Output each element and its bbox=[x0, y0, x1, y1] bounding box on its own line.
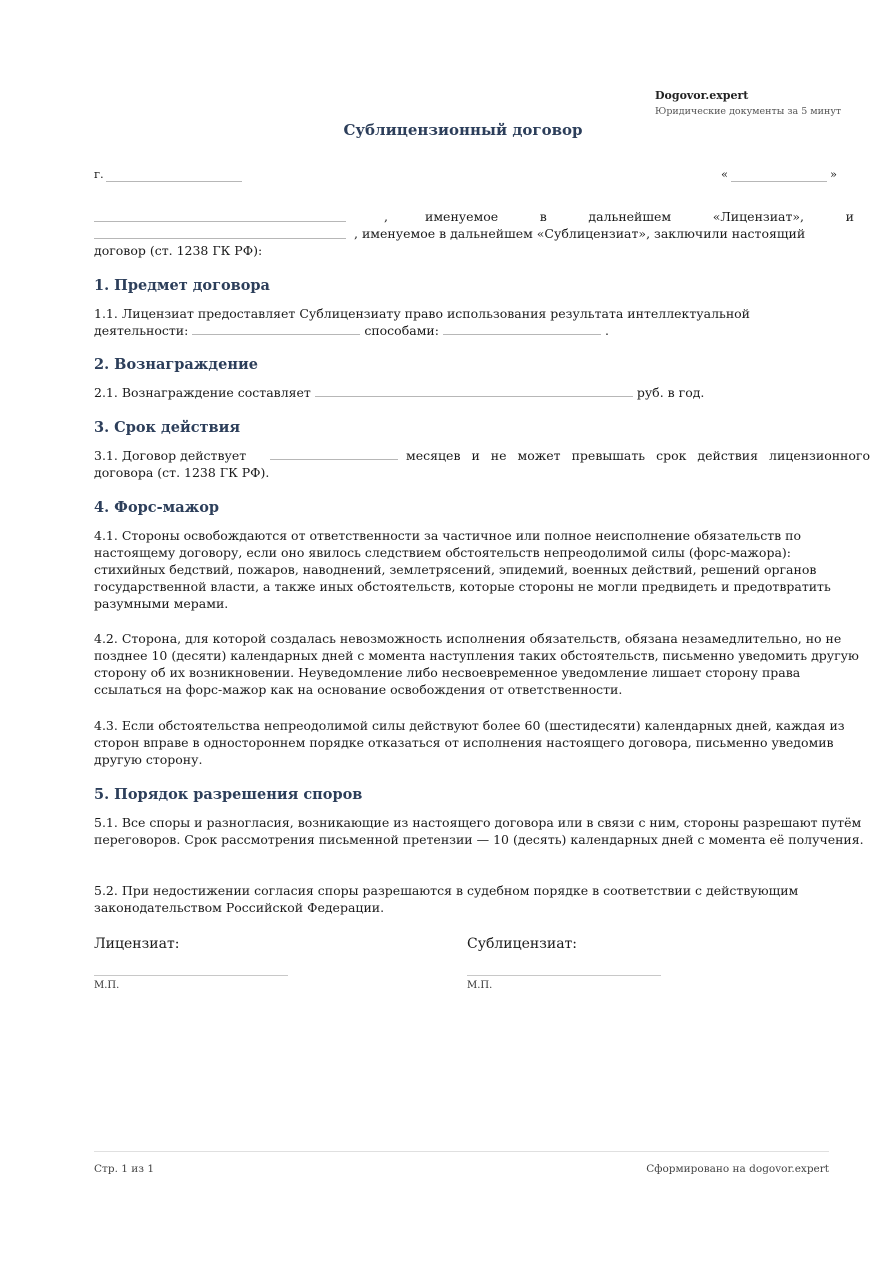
clause-4-3: 4.3. Если обстоятельства непреодолимой силы действуют более 60 (шестидесяти) календарных дней, каждая из сторон вправе в одностороннем порядке отказаться от исполнения настоящего договора, письменно уведомив другую сторону. bbox=[94, 718, 845, 767]
clause-1-1-line-1: 1.1. Лицензиат предоставляет Сублицензиату право использования результата интеллектуальной bbox=[94, 306, 751, 321]
parties-word: «Лицензиат», bbox=[712, 209, 805, 224]
city-date-row bbox=[94, 166, 836, 184]
clause-3-1-rest: месяцев и не может превышать срок действия лицензионного bbox=[406, 448, 870, 463]
fee-blank bbox=[315, 385, 633, 397]
section-heading-3: 3. Срок действия bbox=[94, 419, 241, 436]
clause-4-1: 4.1. Стороны освобождаются от ответственности за частичное или полное неисполнение обязательств по настоящему договору, если оно явилось следствием обстоятельств непреодолимой силы (форс-мажора): стихийных бедствий, пожаров, наводнений, землетрясений, эпидемий, военных действий, решений органов государственной власти, а также иных обстоятельств, которые стороны не могли предвидеть и предотвратить разумными мерами. bbox=[94, 528, 831, 611]
clause-2-1-unit: руб. в год. bbox=[636, 385, 705, 400]
date-open-quote: « bbox=[721, 167, 729, 181]
parties-word: в bbox=[539, 209, 547, 224]
city-label: г. bbox=[94, 167, 104, 181]
sublicensee-signature-line bbox=[467, 975, 661, 976]
clause-3-1-start bbox=[94, 447, 260, 464]
clause-3-1 bbox=[94, 447, 870, 481]
page-number: Стр. 1 из 1 bbox=[94, 1163, 155, 1175]
licensor-stamp-label: М.П. bbox=[94, 980, 120, 991]
parties-paragraph bbox=[94, 208, 854, 259]
clause-3-1-line-2: договора (ст. 1238 ГК РФ). bbox=[94, 465, 270, 480]
clause-1-1 bbox=[94, 305, 870, 339]
licensor-signature-label: Лицензиат: bbox=[94, 936, 180, 952]
parties-word: именуемое bbox=[425, 209, 499, 224]
brand-name: Dogovor.expert bbox=[655, 89, 749, 102]
clause-5-2: 5.2. При недостижении согласия споры разрешаются в судебном порядке в соответствии с действующим законодательством Российской Федерации. bbox=[94, 883, 799, 915]
section-heading-5: 5. Порядок разрешения споров bbox=[94, 786, 363, 803]
document-title: Сублицензионный договор bbox=[343, 121, 583, 139]
clause-1-1-end: . bbox=[604, 323, 609, 338]
methods-blank bbox=[443, 323, 601, 335]
section-heading-4: 4. Форс-мажор bbox=[94, 499, 220, 516]
sublicensee-blank bbox=[94, 226, 346, 239]
footer-generated: Сформировано на dogovor.expert bbox=[646, 1163, 829, 1175]
sublicensee-stamp-label: М.П. bbox=[467, 980, 493, 991]
clause-4-2: 4.2. Сторона, для которой создалась невозможность исполнения обязательств, обязана незамедлительно, но не позднее 10 (десяти) календарных дней с момента наступления таких обстоятельств, письменно уведомить другую сторону об их возникновении. Неуведомление либо несвоевременное уведомление лишает сторону права ссылаться на форс-мажор как на основание освобождения от ответственности. bbox=[94, 631, 859, 697]
parties-comma: , bbox=[384, 209, 388, 224]
section-heading-1: 1. Предмет договора bbox=[94, 277, 270, 294]
brand-tagline: Юридические документы за 5 минут bbox=[655, 106, 842, 117]
clause-2-1-text: 2.1. Вознаграждение составляет bbox=[94, 385, 311, 400]
clause-5-1: 5.1. Все споры и разногласия, возникающие из настоящего договора или в связи с ним, стороны разрешают путём переговоров. Срок рассмотрения письменной претензии — 10 (десять) календарных дней с момента её получения. bbox=[94, 815, 864, 847]
parties-word: и bbox=[845, 209, 854, 224]
date-close-quote: » bbox=[830, 167, 838, 181]
licensor-blank bbox=[94, 209, 346, 222]
brand-block bbox=[655, 89, 841, 119]
clause-3-1-text: 3.1. Договор действует bbox=[94, 448, 247, 463]
parties-line-3: договор (ст. 1238 ГК РФ): bbox=[94, 243, 263, 258]
footer-divider bbox=[94, 1151, 829, 1152]
city-blank bbox=[106, 169, 242, 182]
parties-word: дальнейшем bbox=[588, 209, 672, 224]
parties-line-2: , именуемое в дальнейшем «Сублицензиат», заключили настоящий bbox=[354, 226, 806, 241]
clause-1-1-label: деятельности: bbox=[94, 323, 189, 338]
sublicensee-signature-label: Сублицензиат: bbox=[467, 936, 577, 952]
section-heading-2: 2. Вознаграждение bbox=[94, 356, 258, 373]
clause-1-1-methods-label: способами: bbox=[364, 323, 439, 338]
licensor-signature-line bbox=[94, 975, 288, 976]
term-blank bbox=[270, 448, 398, 460]
date-blank bbox=[731, 169, 827, 182]
subject-blank bbox=[192, 323, 360, 335]
clause-2-1 bbox=[94, 384, 870, 401]
